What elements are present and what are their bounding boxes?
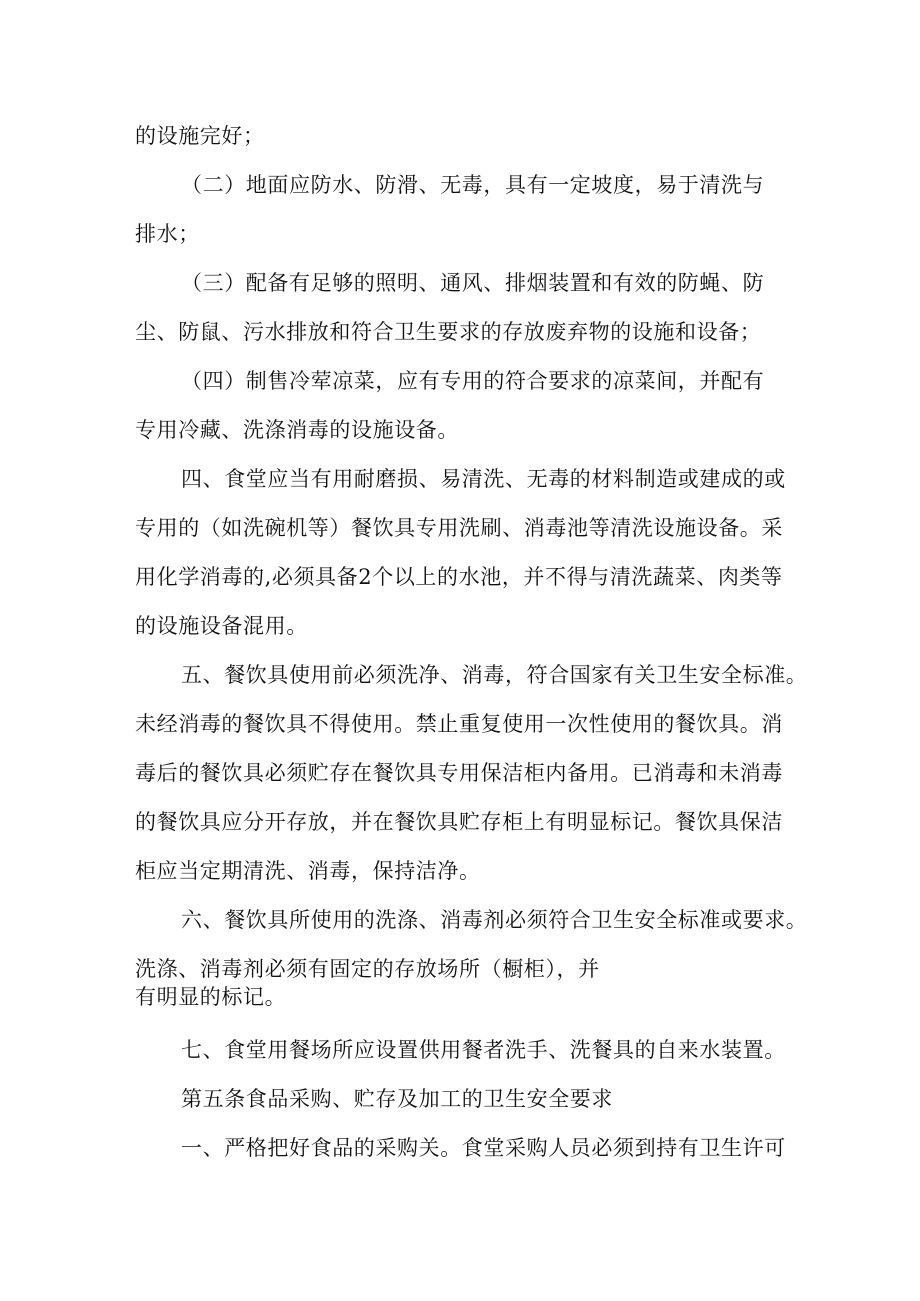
text-line: 的餐饮具应分开存放，并在餐饮具贮存柜上有明显标记。餐饮具保洁 xyxy=(135,810,783,834)
text-line: 未经消毒的餐饮具不得使用。禁止重复使用一次性使用的餐饮具。消 xyxy=(135,712,783,736)
text-line: （四）制售冷荤凉菜，应有专用的符合要求的凉菜间，并配有 xyxy=(181,369,765,393)
text-line: 专用的（如洗碗机等）餐饮具专用洗刷、消毒池等清洗设施设备。采 xyxy=(135,516,783,540)
text-line: 有明显的标记。 xyxy=(135,985,287,1009)
text-line: 的设施完好； xyxy=(135,124,265,148)
text-line: 尘、防鼠、污水排放和符合卫生要求的存放废弃物的设施和设备； xyxy=(135,320,762,344)
text-line: 五、餐饮具使用前必须洗净、消毒，符合国家有关卫生安全标准。 xyxy=(181,663,808,687)
text-line: 洗涤、消毒剂必须有固定的存放场所（橱柜），并 xyxy=(135,957,600,981)
text-line: 四、食堂应当有用耐磨损、易清洗、无毒的材料制造或建成的或 xyxy=(181,467,786,491)
text-line: 一、严格把好食品的采购关。食堂采购人员必须到持有卫生许可 xyxy=(181,1136,786,1160)
text-line: 的设施设备混用。 xyxy=(135,614,308,638)
text-line: 六、餐饮具所使用的洗涤、消毒剂必须符合卫生安全标准或要求。 xyxy=(181,908,808,932)
text-line: （二）地面应防水、防滑、无毒，具有一定坡度，易于清洗与 xyxy=(181,173,765,197)
text-line: 柜应当定期清洗、消毒，保持洁净。 xyxy=(135,859,481,883)
text-line: 排水； xyxy=(135,222,200,246)
text-line: 毒后的餐饮具必须贮存在餐饮具专用保洁柜内备用。已消毒和未消毒 xyxy=(135,761,783,785)
text-line: 专用冷藏、洗涤消毒的设施设备。 xyxy=(135,418,459,442)
text-line: （三）配备有足够的照明、通风、排烟装置和有效的防蝇、防 xyxy=(181,271,765,295)
text-line: 七、食堂用餐场所应设置供用餐者洗手、洗餐具的自来水装置。 xyxy=(181,1038,786,1062)
text-line: 用化学消毒的,必须具备2个以上的水池，并不得与清洗蔬菜、肉类等 xyxy=(135,565,783,589)
section-heading: 第五条食品采购、贮存及加工的卫生安全要求 xyxy=(181,1087,613,1111)
